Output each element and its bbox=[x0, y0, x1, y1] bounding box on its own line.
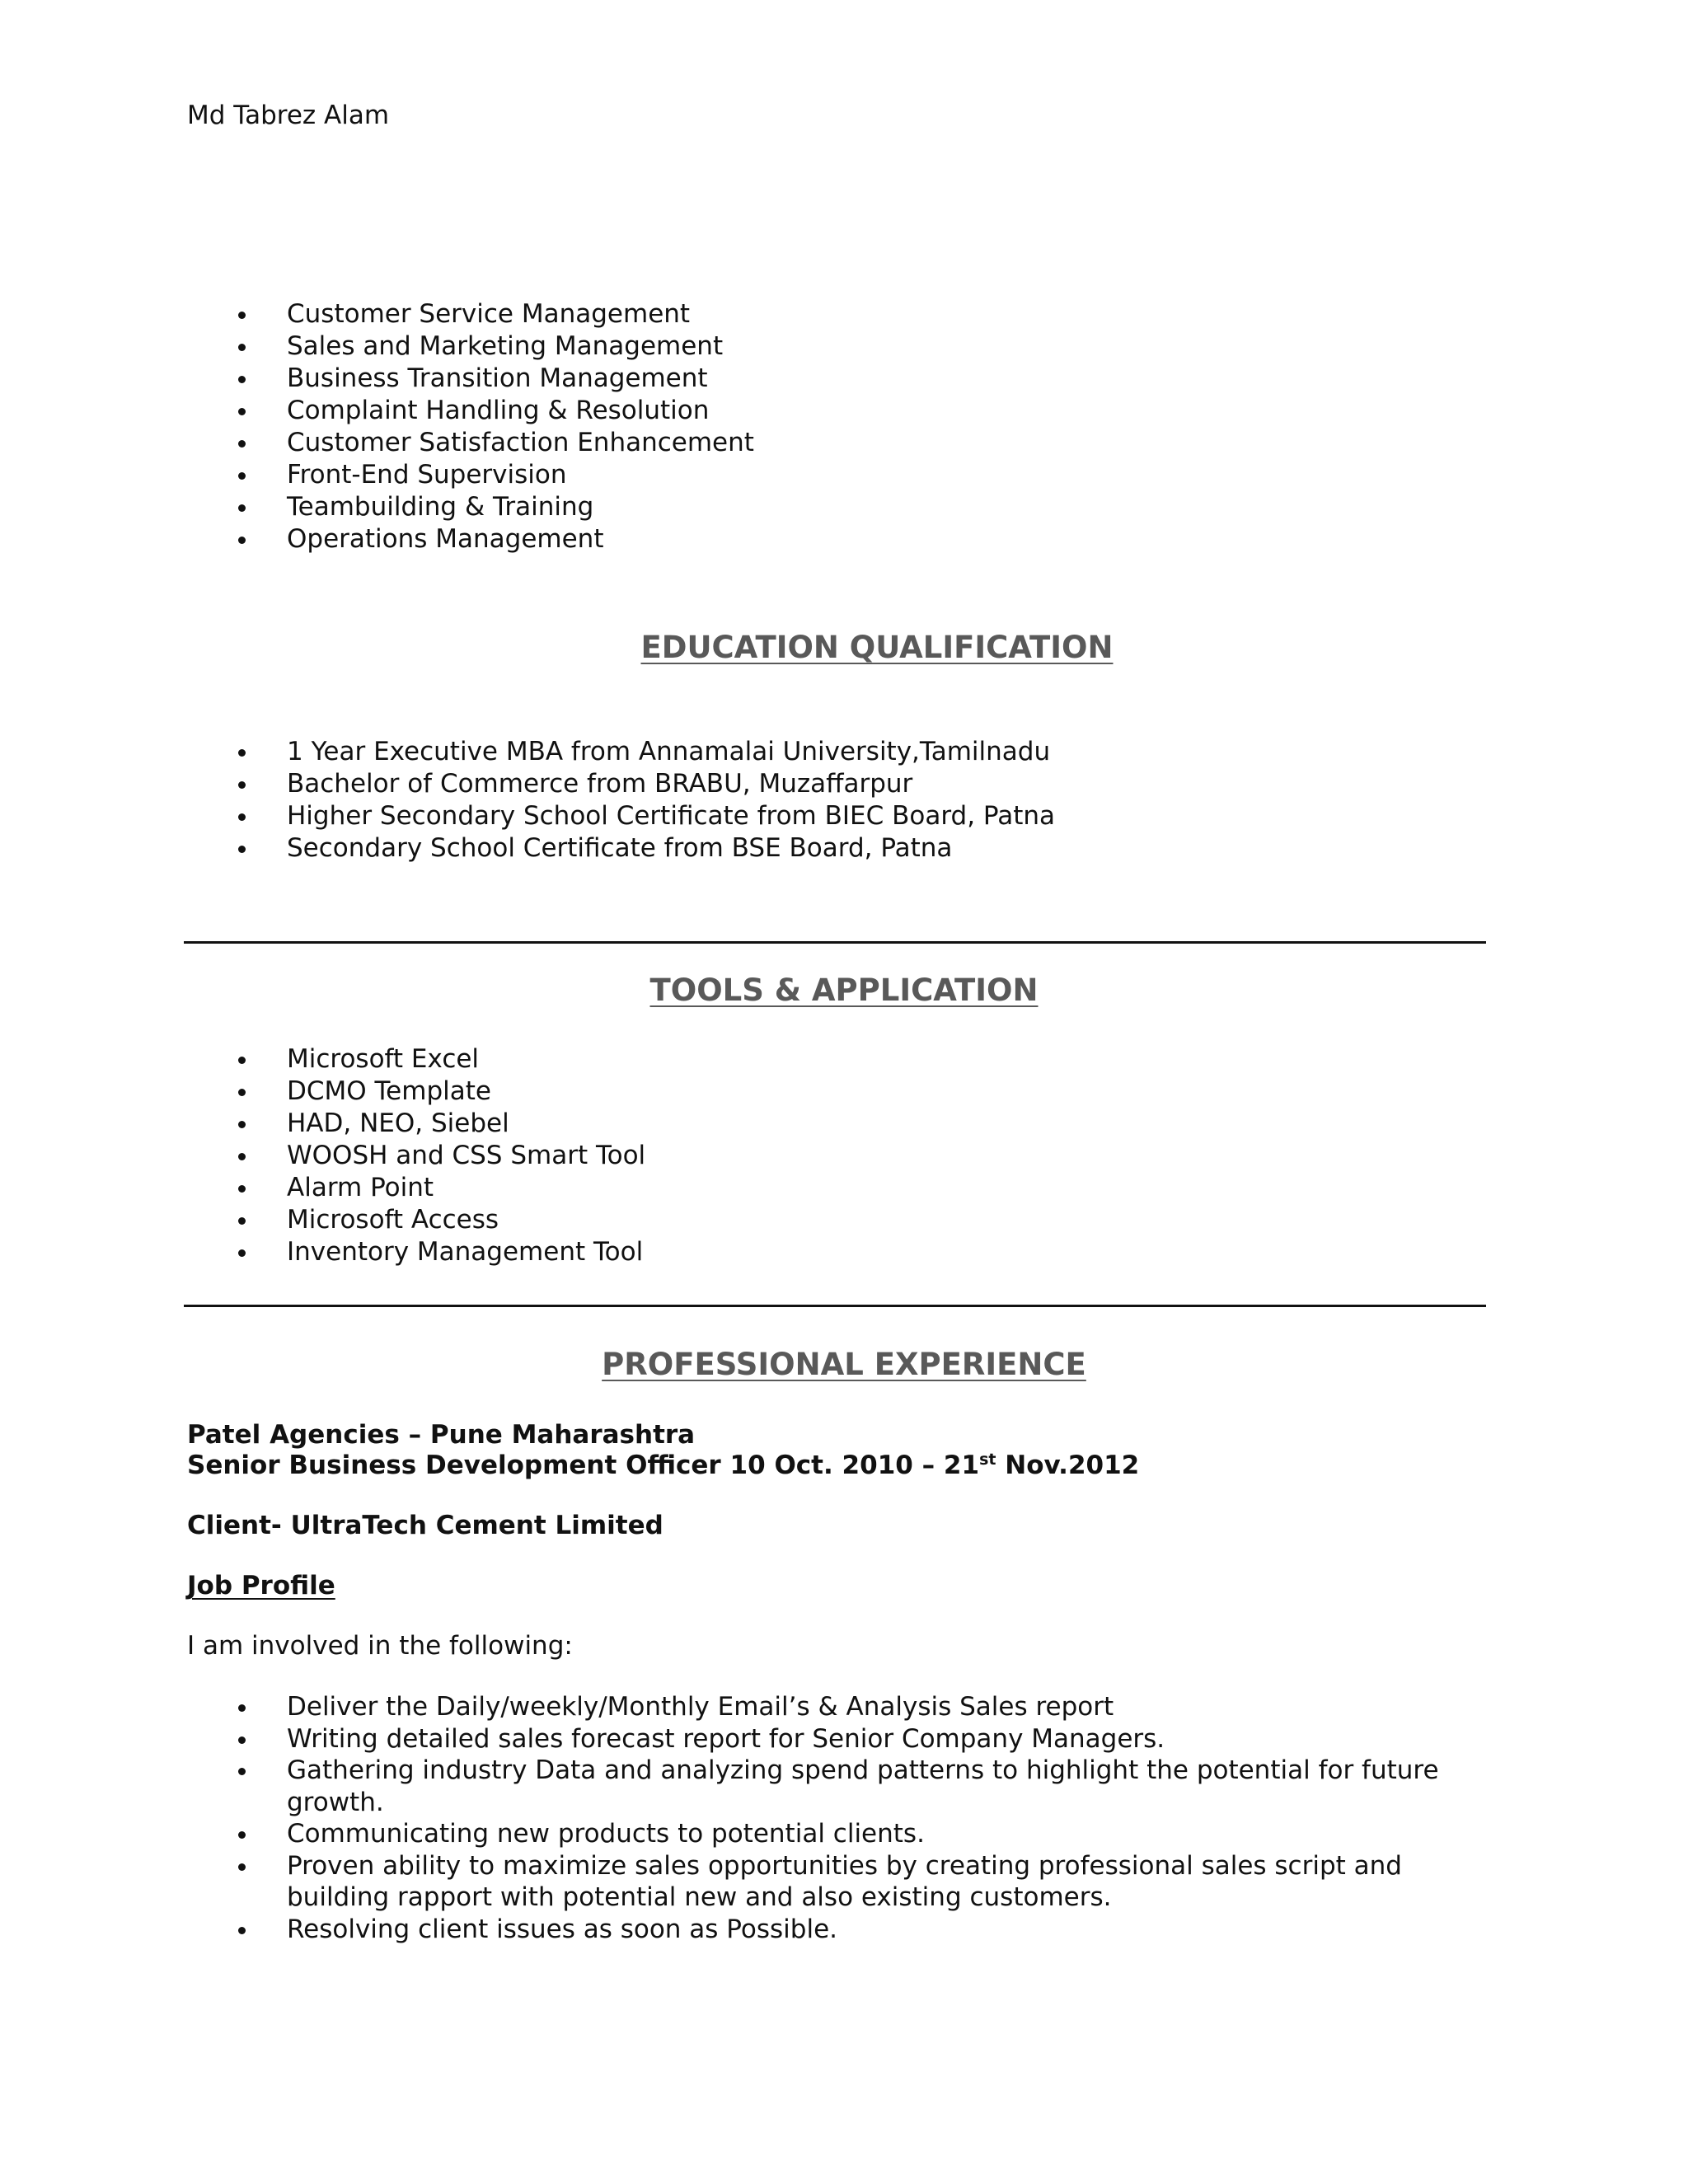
education-heading: EDUCATION QUALIFICATION bbox=[640, 630, 1114, 665]
bullet-icon bbox=[238, 1217, 246, 1225]
bullet-icon bbox=[238, 1831, 246, 1839]
role-title: Senior Business Development Officer 10 Oct. 2010 – 21 bbox=[187, 1451, 980, 1480]
list-item: Complaint Handling & Resolution bbox=[187, 395, 1489, 427]
list-item: Customer Service Management bbox=[187, 298, 1489, 330]
list-item: HAD, NEO, Siebel bbox=[187, 1108, 1489, 1140]
role-line bbox=[187, 1451, 1506, 1481]
list-item: Sales and Marketing Management bbox=[187, 330, 1489, 363]
list-item: DCMO Template bbox=[187, 1076, 1489, 1108]
candidate-name: Md Tabrez Alam bbox=[187, 101, 390, 130]
list-item: Microsoft Access bbox=[187, 1204, 1489, 1236]
bullet-icon bbox=[238, 749, 246, 757]
list-item: 1 Year Executive MBA from Annamalai University,Tamilnadu bbox=[187, 736, 1489, 768]
list-item: Business Transition Management bbox=[187, 363, 1489, 395]
tools-list bbox=[187, 1043, 1489, 1268]
bullet-icon bbox=[238, 1863, 246, 1871]
list-item: Front-End Supervision bbox=[187, 459, 1489, 491]
list-item: Proven ability to maximize sales opportunities by creating professional sales script and building rapport with potential new and also existing customers. bbox=[187, 1850, 1489, 1914]
bullet-icon bbox=[238, 1121, 246, 1128]
bullet-icon bbox=[238, 408, 246, 415]
list-item: WOOSH and CSS Smart Tool bbox=[187, 1140, 1489, 1172]
education-list bbox=[187, 736, 1489, 865]
bullet-icon bbox=[238, 846, 246, 853]
bullet-icon bbox=[238, 1768, 246, 1775]
bullet-icon bbox=[238, 1185, 246, 1193]
bullet-icon bbox=[238, 1089, 246, 1096]
bullet-icon bbox=[238, 781, 246, 789]
bullet-icon bbox=[238, 376, 246, 383]
list-item: Customer Satisfaction Enhancement bbox=[187, 427, 1489, 459]
bullet-icon bbox=[238, 344, 246, 351]
list-item: Communicating new products to potential clients. bbox=[187, 1818, 1489, 1850]
bullet-icon bbox=[238, 1249, 246, 1257]
job-intro: I am involved in the following: bbox=[187, 1631, 573, 1661]
list-item: Teambuilding & Training bbox=[187, 491, 1489, 523]
section-divider bbox=[184, 1305, 1486, 1307]
client-line: Client- UltraTech Cement Limited bbox=[187, 1511, 663, 1540]
bullet-icon bbox=[238, 1736, 246, 1744]
list-item: Bachelor of Commerce from BRABU, Muzaffarpur bbox=[187, 768, 1489, 800]
bullet-icon bbox=[238, 504, 246, 512]
list-item: Secondary School Certificate from BSE Board, Patna bbox=[187, 832, 1489, 865]
bullet-icon bbox=[238, 312, 246, 319]
role-date-suffix: st bbox=[979, 1451, 996, 1469]
bullet-icon bbox=[238, 537, 246, 544]
role-end-date: Nov.2012 bbox=[996, 1451, 1140, 1480]
tools-heading: TOOLS & APPLICATION bbox=[649, 972, 1039, 1008]
list-item: Operations Management bbox=[187, 523, 1489, 555]
list-item: Resolving client issues as soon as Possible. bbox=[187, 1914, 1489, 1946]
bullet-icon bbox=[238, 1057, 246, 1064]
skills-list bbox=[187, 298, 1489, 555]
experience-heading: PROFESSIONAL EXPERIENCE bbox=[602, 1347, 1086, 1382]
list-item: Gathering industry Data and analyzing spend patterns to highlight the potential for future growth. bbox=[187, 1755, 1489, 1818]
section-divider bbox=[184, 941, 1486, 944]
list-item: Microsoft Excel bbox=[187, 1043, 1489, 1076]
list-item: Deliver the Daily/weekly/Monthly Email’s & Analysis Sales report bbox=[187, 1691, 1489, 1723]
job-profile-label: Job Profile bbox=[187, 1571, 335, 1601]
company-line: Patel Agencies – Pune Maharashtra bbox=[187, 1420, 696, 1450]
list-item: Alarm Point bbox=[187, 1172, 1489, 1204]
bullet-icon bbox=[238, 1153, 246, 1160]
list-item: Writing detailed sales forecast report for Senior Company Managers. bbox=[187, 1723, 1489, 1755]
bullet-icon bbox=[238, 440, 246, 448]
bullet-icon bbox=[238, 472, 246, 480]
list-item: Inventory Management Tool bbox=[187, 1236, 1489, 1268]
bullet-icon bbox=[238, 813, 246, 821]
bullet-icon bbox=[238, 1704, 246, 1712]
duties-list bbox=[187, 1691, 1489, 1945]
bullet-icon bbox=[238, 1927, 246, 1934]
list-item: Higher Secondary School Certificate from BIEC Board, Patna bbox=[187, 800, 1489, 832]
